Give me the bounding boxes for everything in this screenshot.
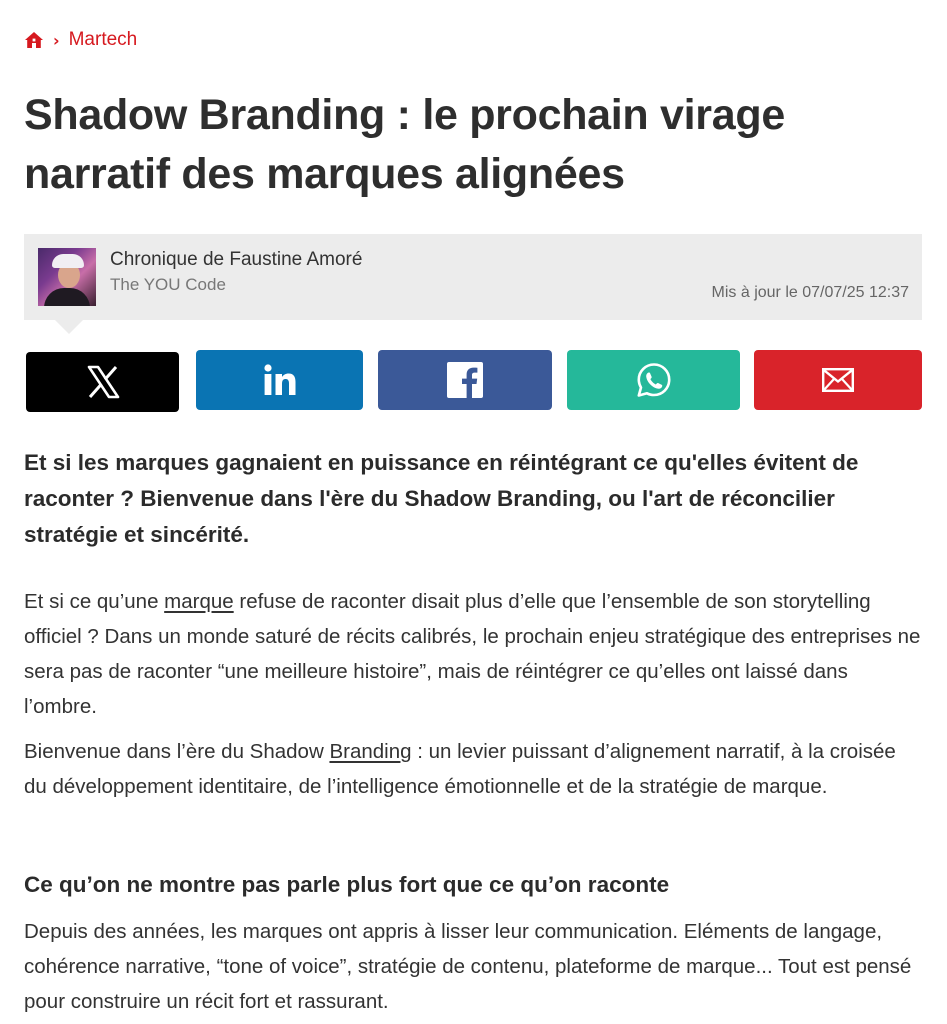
article-paragraph-2 [24, 734, 922, 804]
breadcrumb-category-link[interactable]: Martech [68, 29, 138, 50]
section-heading: Ce qu’on ne montre pas parle plus fort que ce qu’on raconte [24, 872, 670, 897]
article-lead: Et si les marques gagnaient en puissance en réintégrant ce qu'elles évitent de raconter ? Bienvenue dans l'ère du Shadow Branding, ou l'art de réconcilier stratégie et sincérité. [24, 450, 859, 547]
facebook-icon [447, 362, 483, 398]
breadcrumb [24, 27, 137, 53]
author-byline[interactable]: Chronique de Faustine Amoré [110, 249, 363, 270]
x-icon [85, 364, 121, 400]
branding-link[interactable]: Branding [329, 740, 412, 763]
marque-link[interactable]: marque [164, 590, 234, 613]
paragraph-text: Bienvenue dans l’ère du Shadow [24, 740, 330, 763]
author-avatar[interactable] [38, 248, 96, 306]
whatsapp-icon [636, 362, 672, 398]
breadcrumb-separator: › [53, 30, 60, 50]
article-title: Shadow Branding : le prochain virage narratif des marques alignées [24, 91, 785, 198]
share-facebook-button[interactable] [378, 350, 552, 410]
article-paragraph-3: Depuis des années, les marques ont appris à lisser leur communication. Eléments de langage, cohérence narrative, “tone of voice”, stratégie de contenu, plateforme de marque... Tout est pensé pour construire un récit fort et rassurant. [24, 920, 912, 1013]
paragraph-text: Et si ce qu’une [24, 590, 165, 613]
author-box [24, 234, 922, 320]
share-whatsapp-button[interactable] [567, 350, 740, 410]
updated-timestamp: Mis à jour le 07/07/25 12:37 [711, 284, 909, 301]
paragraph-text: refuse de raconter disait plus d’elle que l’ensemble de son storytelling officiel ? Dans un monde saturé de récits calibrés, le prochain enjeu stratégique des entreprises ne sera pas de raconter “une meilleure histoire”, mais de réintégrer ce qu’elles ont laissé dans l’ombre. [24, 590, 921, 718]
share-email-button[interactable] [754, 350, 922, 410]
share-x-button[interactable] [26, 352, 179, 412]
author-organization: The YOU Code [110, 275, 226, 294]
article-paragraph-1 [24, 584, 922, 724]
paragraph-text: : un levier puissant d’alignement narratif, à la croisée du développement identitaire, de l’intelligence émotionnelle et de la stratégie de marque. [24, 740, 896, 798]
mail-icon [822, 368, 854, 392]
home-icon[interactable] [24, 30, 44, 50]
share-buttons [24, 350, 922, 412]
share-linkedin-button[interactable] [196, 350, 363, 410]
linkedin-icon [263, 363, 297, 397]
